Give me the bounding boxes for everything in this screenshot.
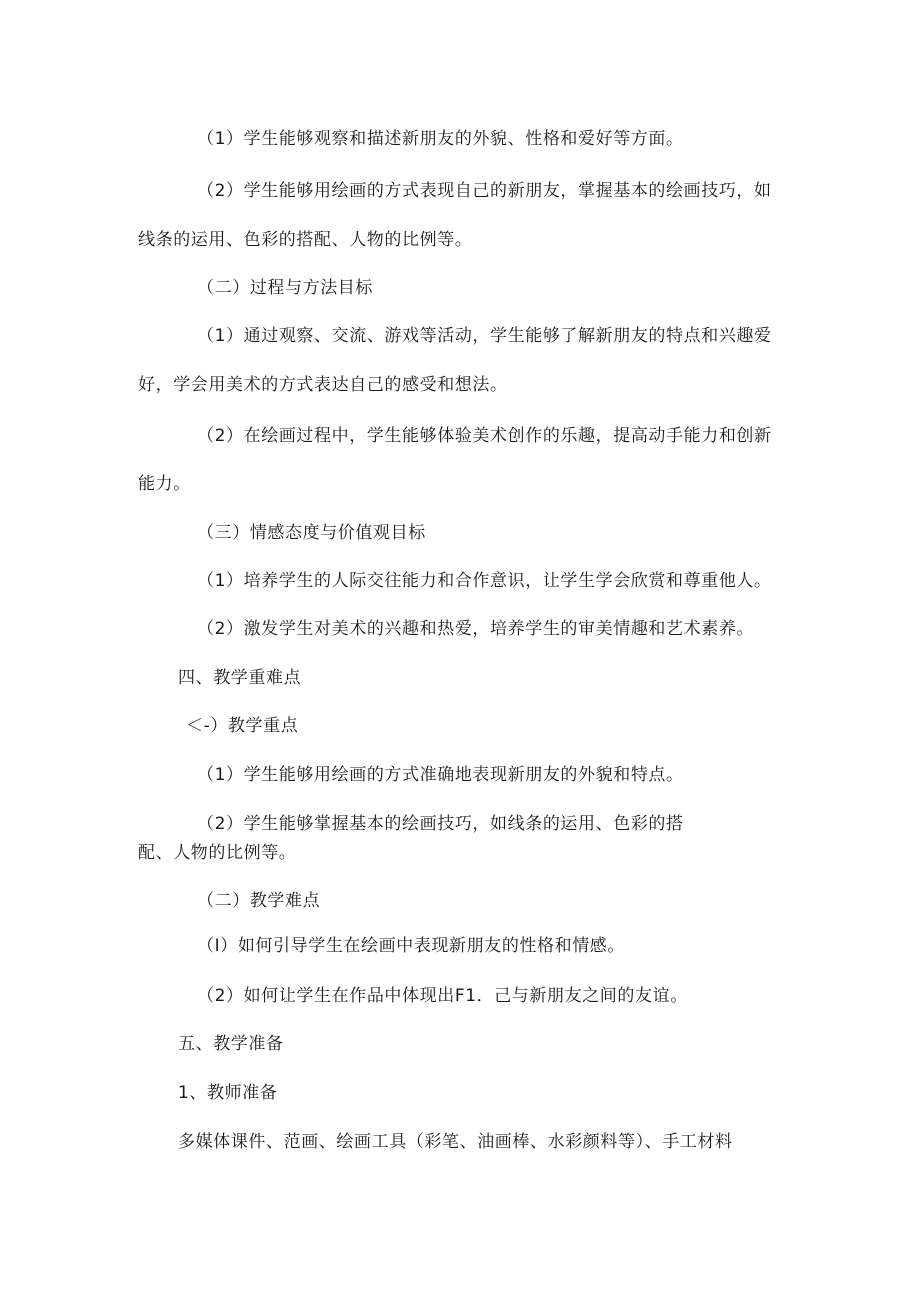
teacher-preparation-subheading: 1、教师准备 — [178, 1083, 278, 1103]
emotion-1-line: （1）培养学生的人际交往能力和合作意识，让学生学会欣赏和尊重他人。 — [197, 571, 772, 591]
objective-1-line: （1）学生能够观察和描述新朋友的外貌、性格和爱好等方面。 — [197, 129, 684, 149]
objective-2-line: （2）学生能够用绘画的方式表现自己的新朋友，掌握基本的绘画技巧，如 — [197, 181, 772, 201]
section-key-difficult-points-heading: 四、教学重难点 — [178, 668, 302, 688]
key-point-2-continuation: 配、人物的比例等。 — [138, 843, 297, 863]
difficult-point-1-line: （I）如何引导学生在绘画中表现新朋友的性格和情感。 — [197, 936, 626, 956]
difficult-points-subheading: （二）教学难点 — [197, 891, 321, 911]
key-point-2-line: （2）学生能够掌握基本的绘画技巧，如线条的运用、色彩的搭 — [197, 814, 684, 834]
teacher-materials-line: 多媒体课件、范画、绘画工具（彩笔、油画棒、水彩颜料等）、手工材料 — [178, 1132, 733, 1152]
key-points-subheading: ＜-）教学重点 — [186, 716, 299, 736]
section-teaching-preparation-heading: 五、教学准备 — [178, 1034, 284, 1054]
objective-2-continuation: 线条的运用、色彩的搭配、人物的比例等。 — [138, 230, 473, 250]
emotion-2-line: （2）激发学生对美术的兴趣和热爱，培养学生的审美情趣和艺术素养。 — [197, 619, 755, 639]
process-2-line: （2）在绘画过程中，学生能够体验美术创作的乐趣，提高动手能力和创新 — [197, 426, 772, 446]
section-process-method-heading: （二）过程与方法目标 — [197, 278, 373, 298]
difficult-point-2-line: （2）如何让学生在作品中体现出F1．己与新朋友之间的友谊。 — [197, 986, 688, 1006]
process-1-continuation: 好，学会用美术的方式表达自己的感受和想法。 — [138, 375, 508, 395]
process-2-continuation: 能力。 — [138, 474, 191, 494]
key-point-1-line: （1）学生能够用绘画的方式准确地表现新朋友的外貌和特点。 — [197, 765, 684, 785]
process-1-line: （1）通过观察、交流、游戏等活动，学生能够了解新朋友的特点和兴趣爱 — [197, 326, 772, 346]
section-emotion-values-heading: （三）情感态度与价值观目标 — [197, 523, 426, 543]
